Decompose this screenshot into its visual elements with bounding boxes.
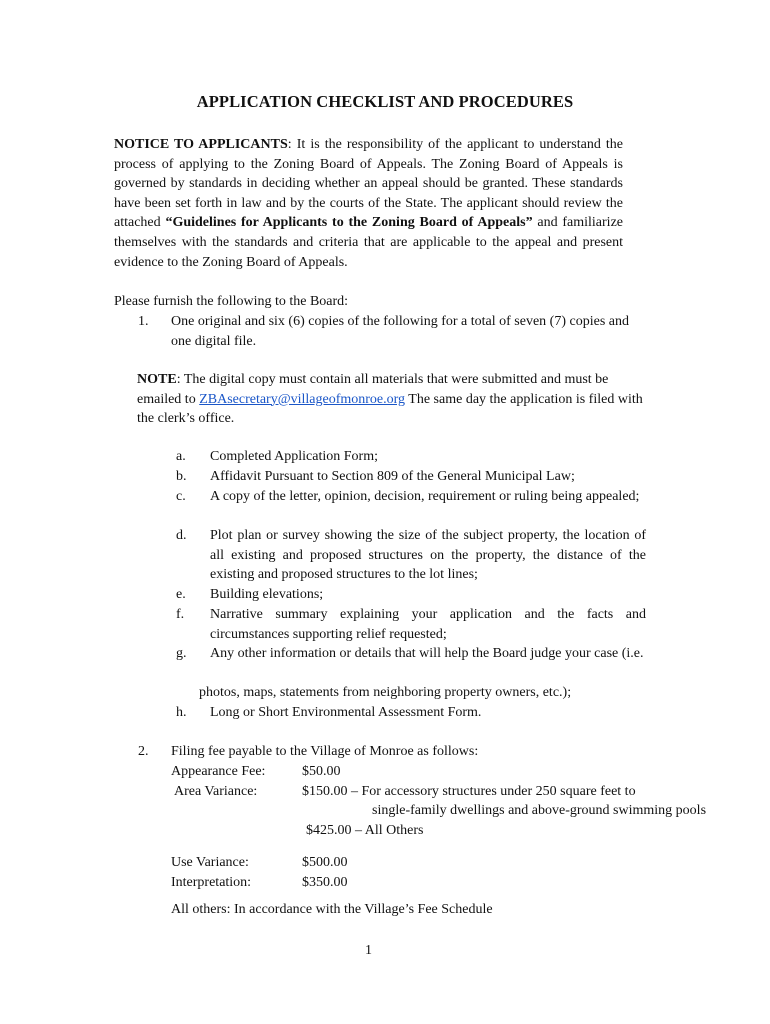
list-text: Plot plan or survey showing the size of the subject property, the location of all existing and proposed structures on the property, the distance of the existing and proposed structures to the lot lines; bbox=[210, 528, 646, 583]
use-variance-amount: $500.00 bbox=[302, 855, 348, 870]
list-text: Any other information or details that will help the Board judge your case (i.e. bbox=[210, 646, 644, 661]
list-letter: d. bbox=[176, 528, 187, 543]
list-letter: h. bbox=[176, 705, 187, 720]
list-letter: c. bbox=[176, 489, 186, 504]
list-text: A copy of the letter, opinion, decision, requirement or ruling being appealed; bbox=[210, 489, 640, 504]
list-text: Long or Short Environmental Assessment Form. bbox=[210, 705, 482, 720]
area-variance-amount-2: $425.00 – All Others bbox=[306, 823, 424, 838]
page-title: APPLICATION CHECKLIST AND PROCEDURES bbox=[196, 92, 574, 111]
list-text: Narrative summary explaining your application and the facts and circumstances supporting relief requested; bbox=[210, 607, 646, 642]
note-text-1: : The digital copy must contain all materials that were submitted and must be emailed to bbox=[137, 372, 609, 407]
item-2-text: Filing fee payable to the Village of Monroe as follows: bbox=[171, 744, 479, 759]
area-variance-amount-1: $150.00 – For accessory structures under 250 square feet to bbox=[302, 784, 636, 799]
appearance-fee-label: Appearance Fee: bbox=[171, 764, 266, 779]
list-text: Affidavit Pursuant to Section 809 of the General Municipal Law; bbox=[210, 469, 575, 484]
list-letter: a. bbox=[176, 449, 186, 464]
item-2-number: 2. bbox=[138, 744, 149, 759]
area-variance-label: Area Variance: bbox=[174, 784, 258, 799]
note-text-2: The same day the application is filed with the clerk’s office. bbox=[137, 391, 643, 427]
item-1-text: One original and six (6) copies of the following for a total of seven (7) copies and one digital file. bbox=[171, 314, 629, 349]
use-variance-label: Use Variance: bbox=[171, 855, 249, 870]
list-letter: b. bbox=[176, 469, 187, 484]
notice-text-1: : It is the responsibility of the applicant to understand the process of applying to the Zoning Board of Appeals. The Zoning Board of Appeals is governed by standards in deciding whether an appeal should be granted. These standards have been set forth in law and by the courts of the State. The applicant should review the attached bbox=[114, 137, 623, 231]
notice-paragraph bbox=[114, 135, 623, 272]
all-others-fee: All others: In accordance with the Village’s Fee Schedule bbox=[171, 902, 493, 917]
list-text: photos, maps, statements from neighboring property owners, etc.); bbox=[199, 685, 572, 700]
list-text: Building elevations; bbox=[210, 587, 324, 602]
page-number: 1 bbox=[365, 943, 372, 958]
appearance-fee-amount: $50.00 bbox=[302, 764, 341, 779]
email-link[interactable]: ZBAsecretary@villageofmonroe.org bbox=[199, 391, 406, 407]
notice-text-2: and familiarize themselves with the standards and criteria that are applicable to the appeal and present evidence to the Zoning Board of Appeals. bbox=[114, 215, 624, 270]
list-letter: g. bbox=[176, 646, 187, 661]
interpretation-amount: $350.00 bbox=[302, 875, 348, 890]
item-1-number: 1. bbox=[138, 314, 149, 329]
area-variance-amount-1-continued: single-family dwellings and above-ground swimming pools bbox=[372, 803, 707, 818]
list-letter: e. bbox=[176, 587, 186, 602]
interpretation-label: Interpretation: bbox=[171, 875, 252, 890]
list-text: Completed Application Form; bbox=[210, 449, 378, 464]
furnish-intro: Please furnish the following to the Board: bbox=[114, 294, 349, 309]
list-letter: f. bbox=[176, 607, 185, 622]
note-lead: NOTE bbox=[137, 372, 177, 387]
guidelines-title: “Guidelines for Applicants to the Zoning Board of Appeals” bbox=[165, 215, 533, 231]
notice-lead: NOTICE TO APPLICANTS bbox=[114, 137, 288, 152]
note-paragraph bbox=[137, 370, 649, 429]
